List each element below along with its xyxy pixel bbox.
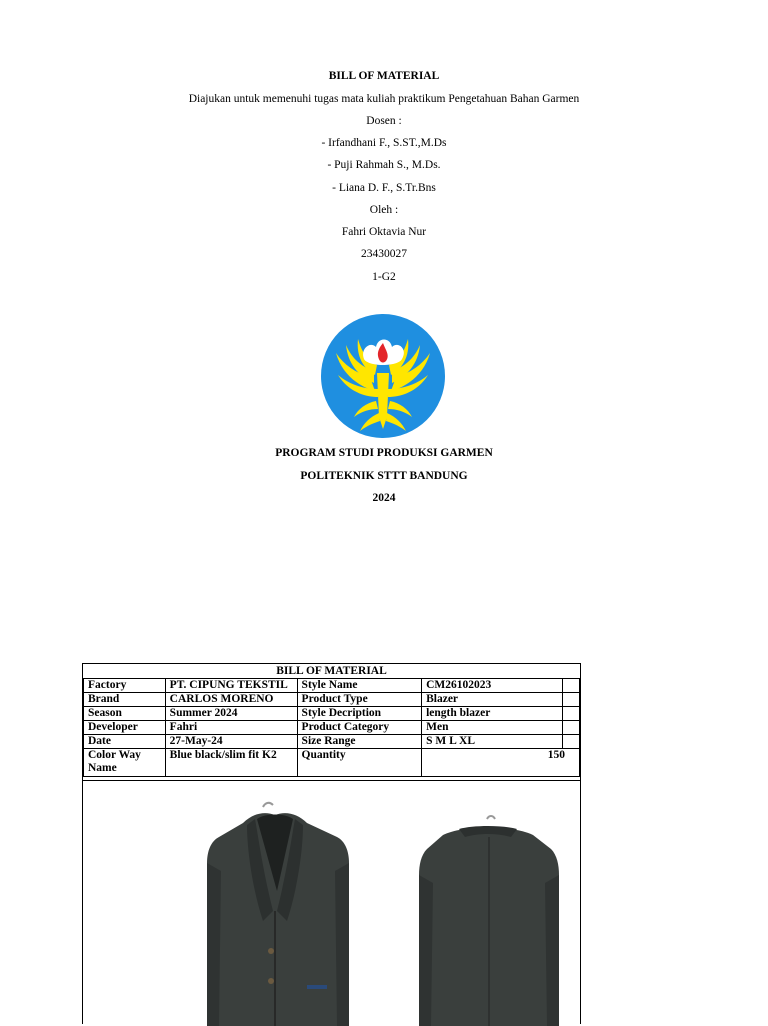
student-id: 23430027 — [361, 248, 407, 260]
label-factory: Factory — [84, 679, 166, 693]
by-label: Oleh : — [369, 204, 399, 216]
table-row — [84, 707, 580, 721]
label-color-way-line2: Name — [88, 762, 117, 774]
cover-subtitle: Diajukan untuk memenuhi tugas mata kuliah praktikum Pengetahuan Bahan Garmen — [188, 93, 580, 105]
cover-year: 2024 — [372, 492, 396, 504]
label-style-name: Style Name — [297, 679, 422, 693]
institution-logo — [320, 313, 446, 439]
logo-flame-core — [379, 353, 387, 361]
table-row — [84, 721, 580, 735]
value-product-category: Men — [422, 721, 563, 735]
lecturer-1: - Irfandhani F., S.ST.,M.Ds — [321, 137, 447, 149]
value-developer: Fahri — [165, 721, 297, 735]
value-quantity: 150 — [422, 749, 580, 777]
lecturer-2: - Puji Rahmah S., M.Ds. — [327, 159, 441, 171]
label-style-description: Style Decription — [297, 707, 422, 721]
empty-cell — [563, 679, 580, 693]
institution-name: POLITEKNIK STTT BANDUNG — [300, 470, 468, 482]
table-row — [84, 679, 580, 693]
label-product-category: Product Category — [297, 721, 422, 735]
blazer-front-image — [203, 801, 353, 1026]
bom-title: BILL OF MATERIAL — [83, 664, 580, 679]
empty-cell — [563, 721, 580, 735]
empty-cell — [563, 693, 580, 707]
label-size-range: Size Range — [297, 735, 422, 749]
value-style-name: CM26102023 — [422, 679, 563, 693]
value-brand: CARLOS MORENO — [165, 693, 297, 707]
table-row — [84, 749, 580, 777]
value-style-description: length blazer — [422, 707, 563, 721]
label-product-type: Product Type — [297, 693, 422, 707]
product-photo-area — [83, 780, 580, 1026]
empty-cell — [563, 735, 580, 749]
blazer-back-image — [413, 815, 563, 1026]
cover-title: BILL OF MATERIAL — [328, 70, 440, 82]
student-name: Fahri Oktavia Nur — [341, 226, 427, 238]
empty-cell — [563, 707, 580, 721]
value-product-type: Blazer — [422, 693, 563, 707]
label-quantity: Quantity — [297, 749, 422, 777]
value-factory: PT. CIPUNG TEKSTIL — [165, 679, 297, 693]
table-row — [84, 735, 580, 749]
student-class: 1-G2 — [372, 271, 396, 283]
value-size-range: S M L XL — [422, 735, 563, 749]
lecturer-label: Dosen : — [366, 115, 402, 127]
bom-table-frame — [82, 663, 581, 1024]
value-color-way: Blue black/slim fit K2 — [165, 749, 297, 777]
value-date: 27-May-24 — [165, 735, 297, 749]
label-developer: Developer — [84, 721, 166, 735]
table-row — [84, 693, 580, 707]
value-season: Summer 2024 — [165, 707, 297, 721]
bom-table — [83, 678, 580, 777]
label-season: Season — [84, 707, 166, 721]
label-color-way — [84, 749, 166, 777]
program-name: PROGRAM STUDI PRODUKSI GARMEN — [275, 447, 493, 459]
label-color-way-line1: Color Way — [88, 749, 141, 761]
label-date: Date — [84, 735, 166, 749]
label-brand: Brand — [84, 693, 166, 707]
lecturer-3: - Liana D. F., S.Tr.Bns — [332, 182, 436, 194]
